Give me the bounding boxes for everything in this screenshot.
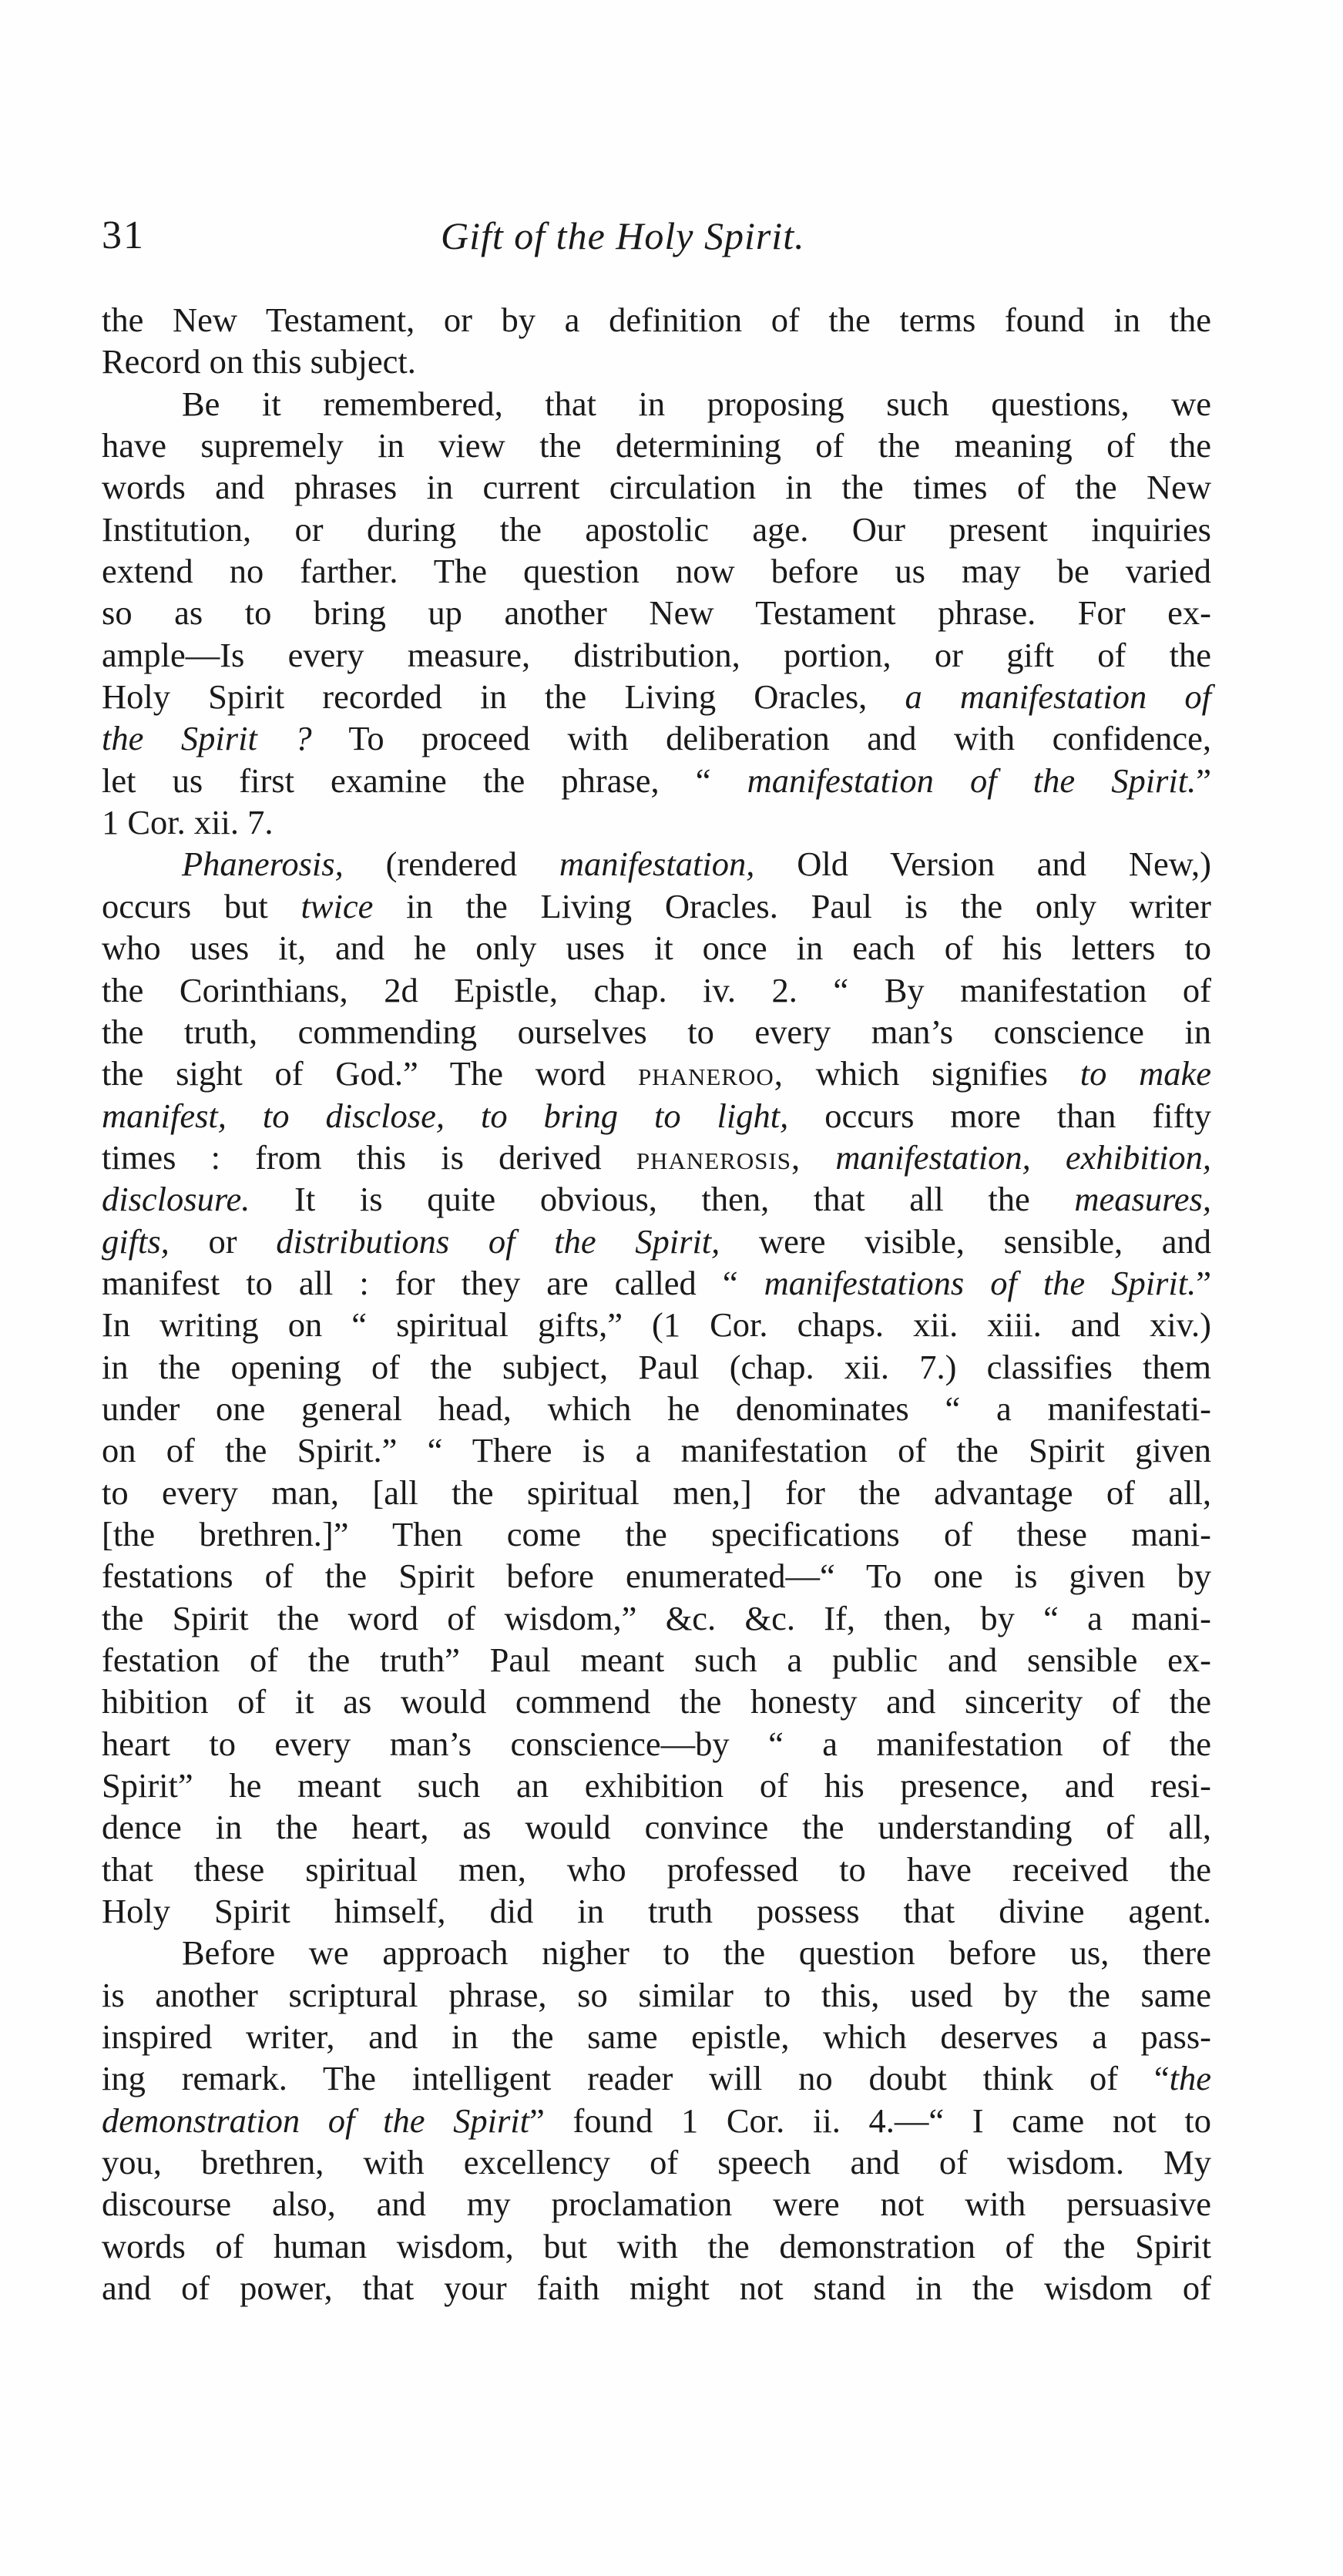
text-segment: manifest to all : for they are called “ [102,1263,764,1302]
italic-segment: manifestation, exhibition, [835,1137,1212,1177]
running-header [102,207,1211,265]
text-line [102,676,1211,717]
italic-segment: to make [1079,1054,1211,1093]
text-line: Record on this subject. [102,342,416,381]
body-text [102,299,1211,2309]
text-line: Holy Spirit himself, did in truth possess that divine agent. [102,1892,1211,1931]
text-line: words of human wisdom, but with the demonstration of the Spirit [102,2226,1211,2265]
italic-segment: manifestation, [559,845,755,884]
italic-segment: manifest, to disclose, to bring to light, [102,1096,789,1135]
text-segment: (rendered [343,845,559,884]
text-line [102,717,1211,759]
small-caps-segment: phaneroo, [637,1054,784,1093]
text-line: and of power, that your faith might not stand in the wisdom of [102,2269,1211,2308]
text-line: the Corinthians, 2d Epistle, chap. iv. 2. “ By manifestation of [102,970,1211,1009]
text-line: heart to every man’s conscience—by “ a manifestation of the [102,1724,1211,1763]
text-segment: in the Living Oracles. Paul is the only writer [373,886,1211,925]
text-segment: let us first examine the phrase, “ [102,761,747,800]
text-line: In writing on “ spiritual gifts,” (1 Cor. chaps. xii. xiii. and xiv.) [102,1305,1211,1345]
italic-segment: twice [300,886,374,925]
text-line: on of the Spirit.” “ There is a manifestation of the Spirit given [102,1431,1211,1470]
text-segment: Old Version and New,) [754,845,1211,884]
text-segment: or [169,1221,277,1261]
italic-segment: Phanerosis, [182,845,344,884]
text-line: Before we approach nigher to the question before us, there [182,1933,1211,1973]
text-line: so as to bring up another New Testament phrase. For ex- [102,593,1211,633]
small-caps-segment: phanerosis, [636,1137,801,1177]
running-title: Gift of the Holy Spirit. [441,214,805,257]
text-line: who uses it, and he only uses it once in each of his letters to [102,929,1211,968]
text-line: extend no farther. The question now before us may be varied [102,552,1211,591]
text-line: have supremely in view the determining of the meaning of the [102,426,1211,465]
text-segment: the sight of God.” The word [102,1054,638,1093]
text-segment: occurs but [102,886,301,925]
italic-segment: a manifestation of [905,677,1212,717]
text-line: is another scriptural phrase, so similar to this, used by the same [102,1975,1211,2014]
text-line: Be it remembered, that in proposing such questions, we [182,384,1211,423]
text-line [102,1137,1211,1178]
text-line: festation of the truth” Paul meant such a public and sensible ex- [102,1641,1211,1679]
text-line: under one general head, which he denominates “ a manifestati- [102,1389,1211,1428]
text-line [102,1095,1211,1137]
text-segment [801,1138,835,1177]
text-line: you, brethren, with excellency of speech and of wisdom. My [102,2143,1211,2182]
text-line [102,843,1211,885]
text-line: in the opening of the subject, Paul (chap. xii. 7.) classifies them [102,1347,1211,1386]
text-segment: were visible, sensible, and [720,1221,1212,1261]
italic-segment: distributions of the Spirit, [276,1221,720,1261]
text-line: the truth, commending ourselves to every man’s conscience in [102,1012,1211,1051]
text-line [102,1178,1211,1220]
text-segment: It is quite obvious, then, that all the [250,1180,1075,1219]
text-line: 1 Cor. xii. 7. [102,803,274,842]
italic-segment: the [1169,2059,1211,2098]
italic-segment: demonstration of the Spirit [102,2101,530,2140]
text-line: Institution, or during the apostolic age. Our present inquiries [102,509,1211,549]
text-segment: ing remark. The intelligent reader will no doubt think of “ [102,2059,1170,2098]
text-line [102,885,1211,927]
text-line: discourse also, and my proclamation were not with persuasive [102,2185,1211,2224]
italic-segment: manifestation of the Spirit. [747,761,1197,800]
page-number: 31 [102,213,145,257]
text-line [102,1221,1211,1262]
text-line [102,1053,1211,1094]
text-line: to every man, [all the spiritual men,] for the advantage of all, [102,1473,1211,1512]
italic-segment: manifestations of the Spirit. [764,1263,1197,1302]
text-line: Spirit” he meant such an exhibition of his presence, and resi- [102,1766,1211,1805]
text-line: ample—Is every measure, distribution, portion, or gift of the [102,635,1211,674]
text-line: that these spiritual men, who professed to have received the [102,1849,1211,1889]
text-line [102,2057,1211,2099]
text-segment: To proceed with deliberation and with confidence, [311,719,1211,758]
italic-segment: gifts, [102,1221,170,1261]
text-segment: ” found 1 Cor. ii. 4.—“ I came not to [529,2101,1211,2140]
italic-segment: disclosure. [102,1180,250,1219]
text-line: dence in the heart, as would convince the understanding of all, [102,1808,1211,1847]
text-segment: which signifies [783,1054,1080,1093]
text-segment: occurs more than fifty [788,1096,1211,1135]
text-segment: Holy Spirit recorded in the Living Oracles, [102,677,905,717]
text-line [102,1262,1211,1304]
text-line [102,2100,1211,2141]
italic-segment: the Spirit ? [102,719,312,758]
text-line [102,760,1211,801]
text-line: words and phrases in current circulation in the times of the New [102,468,1211,507]
text-line: hibition of it as would commend the honesty and sincerity of the [102,1682,1211,1721]
text-line: inspired writer, and in the same epistle, which deserves a pass- [102,2017,1211,2057]
text-segment: times : from this is derived [102,1137,636,1177]
text-line: the Spirit the word of wisdom,” &c. &c. If, then, by “ a mani- [102,1598,1211,1637]
text-line: festations of the Spirit before enumerated—“ To one is given by [102,1557,1211,1596]
text-line: [the brethren.]” Then come the specifications of these mani- [102,1514,1211,1553]
text-segment: ” [1196,761,1211,800]
italic-segment: measures, [1074,1180,1211,1219]
text-line: the New Testament, or by a definition of the terms found in the [102,301,1211,339]
text-segment: ” [1196,1263,1211,1302]
